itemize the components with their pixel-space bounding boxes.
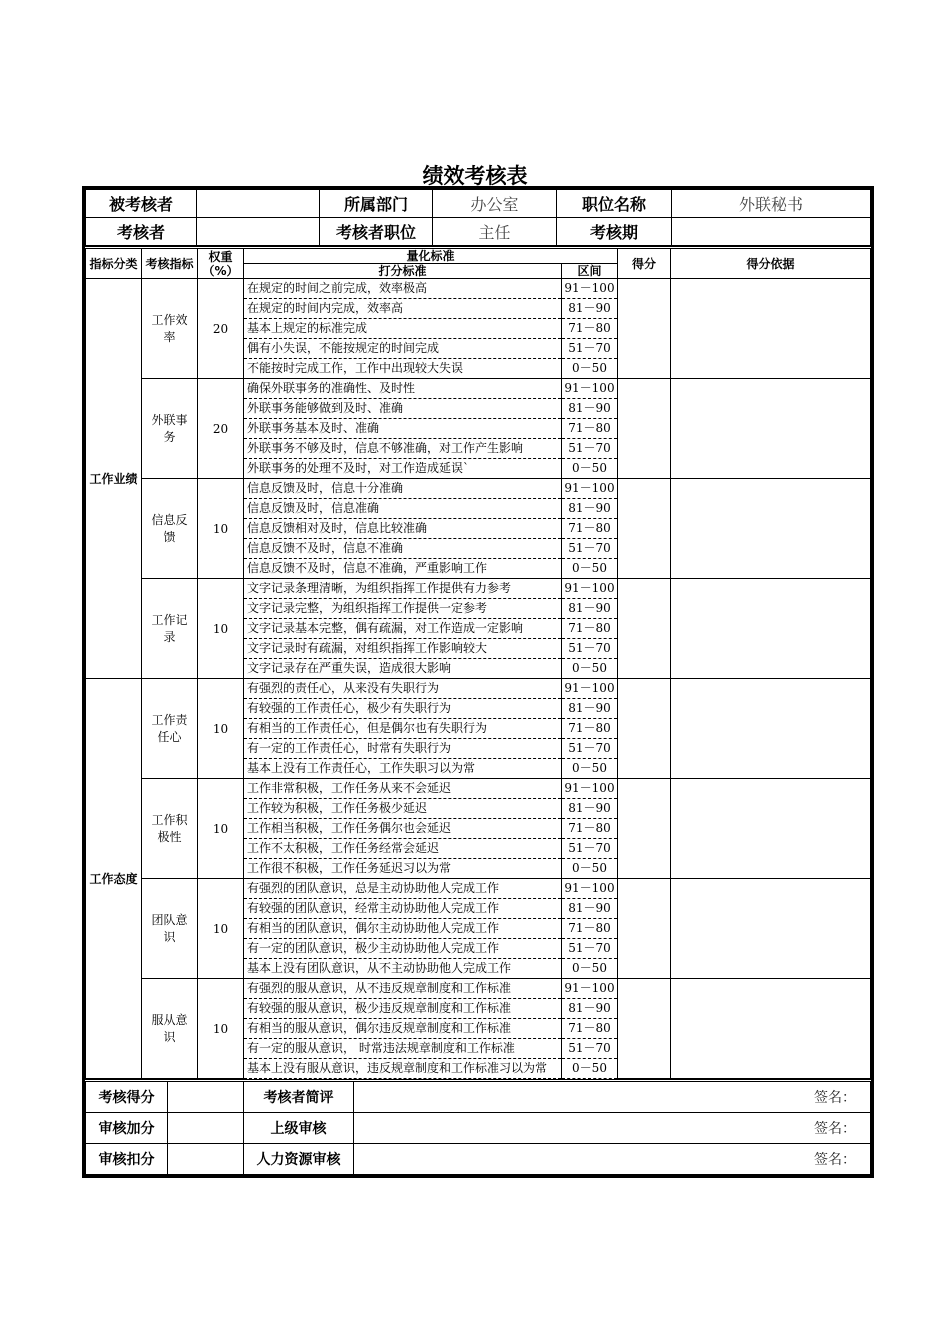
position-label: 职位名称 (557, 190, 672, 218)
range-cell: 81－90 (562, 799, 618, 819)
range-cell: 51－70 (562, 739, 618, 759)
range-cell: 81－90 (562, 399, 618, 419)
criterion-text: 有强烈的服从意识，从不违反规章制度和工作标准 (244, 979, 562, 999)
criterion-text: 有较强的服从意识，极少违反规章制度和工作标准 (244, 999, 562, 1019)
range-cell: 71－80 (562, 1019, 618, 1039)
range-cell: 0－50 (562, 459, 618, 479)
criteria-table (85, 246, 871, 1079)
period-label: 考核期 (557, 218, 672, 246)
criterion-text: 信息反馈不及时，信息不准确 (244, 539, 562, 559)
basis-field[interactable] (671, 479, 871, 579)
criterion-text: 有相当的工作责任心，但是偶尔也有失职行为 (244, 719, 562, 739)
weight-cell: 10 (198, 979, 244, 1079)
page-title: 绩效考核表 (422, 164, 528, 188)
range-cell: 0－50 (562, 559, 618, 579)
criterion-text: 在规定的时间内完成，效率高 (244, 299, 562, 319)
appraiser-position-label: 考核者职位 (320, 218, 433, 246)
footer-left-field[interactable] (168, 1113, 244, 1144)
indicator-cell: 外联事务 (142, 379, 198, 479)
col-quant: 量化标准 (244, 248, 618, 264)
col-criteria: 打分标准 (244, 264, 562, 279)
col-range: 区间 (562, 264, 618, 279)
criterion-text: 工作较为积极，工作任务极少延迟 (244, 799, 562, 819)
range-cell: 51－70 (562, 339, 618, 359)
range-cell: 81－90 (562, 699, 618, 719)
footer-mid-label: 考核者简评 (244, 1081, 354, 1113)
range-cell: 91－100 (562, 679, 618, 699)
basis-field[interactable] (671, 779, 871, 879)
range-cell: 81－90 (562, 999, 618, 1019)
range-cell: 51－70 (562, 639, 618, 659)
col-basis: 得分依据 (671, 248, 871, 279)
signature-field[interactable]: 签名： (354, 1081, 871, 1113)
range-cell: 0－50 (562, 959, 618, 979)
basis-field[interactable] (671, 679, 871, 779)
criterion-text: 信息反馈及时，信息十分准确 (244, 479, 562, 499)
range-cell: 81－90 (562, 499, 618, 519)
criterion-text: 工作很不积极，工作任务延迟习以为常 (244, 859, 562, 879)
col-indicator: 考核指标 (142, 248, 198, 279)
position-field[interactable]: 外联秘书 (672, 190, 871, 218)
range-cell: 51－70 (562, 839, 618, 859)
criterion-text: 基本上规定的标准完成 (244, 319, 562, 339)
criterion-text: 基本上没有工作责任心，工作失职习以为常 (244, 759, 562, 779)
indicator-cell: 信息反馈 (142, 479, 198, 579)
col-weight: 权重（%） (198, 248, 244, 279)
criteria-row (86, 779, 871, 799)
range-cell: 0－50 (562, 359, 618, 379)
criterion-text: 确保外联事务的准确性、及时性 (244, 379, 562, 399)
criterion-text: 信息反馈及时，信息准确 (244, 499, 562, 519)
score-field[interactable] (618, 879, 671, 979)
footer-left-field[interactable] (168, 1144, 244, 1175)
weight-cell: 10 (198, 879, 244, 979)
score-field[interactable] (618, 579, 671, 679)
score-field[interactable] (618, 779, 671, 879)
criterion-text: 基本上没有团队意识，从不主动协助他人完成工作 (244, 959, 562, 979)
criteria-row (86, 379, 871, 399)
appraiser-field[interactable] (197, 218, 320, 246)
criteria-row (86, 979, 871, 999)
range-cell: 91－100 (562, 879, 618, 899)
criterion-text: 不能按时完成工作，工作中出现较大失误 (244, 359, 562, 379)
range-cell: 51－70 (562, 1039, 618, 1059)
period-field[interactable] (672, 218, 871, 246)
score-field[interactable] (618, 379, 671, 479)
score-field[interactable] (618, 479, 671, 579)
footer-left-label: 审核加分 (86, 1113, 168, 1144)
appraiser-label: 考核者 (86, 218, 197, 246)
weight-cell: 20 (198, 279, 244, 379)
range-cell: 51－70 (562, 939, 618, 959)
criterion-text: 外联事务能够做到及时、准确 (244, 399, 562, 419)
appraisal-form (82, 186, 874, 1178)
criterion-text: 外联事务不够及时，信息不够准确，对工作产生影响 (244, 439, 562, 459)
weight-cell: 20 (198, 379, 244, 479)
footer-left-field[interactable] (168, 1081, 244, 1113)
dept-label: 所属部门 (320, 190, 433, 218)
basis-field[interactable] (671, 379, 871, 479)
range-cell: 0－50 (562, 659, 618, 679)
basis-field[interactable] (671, 979, 871, 1079)
category-cell: 工作态度 (86, 679, 142, 1079)
range-cell: 91－100 (562, 279, 618, 299)
indicator-cell: 工作记录 (142, 579, 198, 679)
range-cell: 71－80 (562, 419, 618, 439)
range-cell: 71－80 (562, 919, 618, 939)
range-cell: 91－100 (562, 579, 618, 599)
footer-mid-label: 上级审核 (244, 1113, 354, 1144)
criterion-text: 文字记录条理清晰，为组织指挥工作提供有力参考 (244, 579, 562, 599)
criterion-text: 外联事务的处理不及时，对工作造成延误` (244, 459, 562, 479)
criterion-text: 有强烈的责任心，从来没有失职行为 (244, 679, 562, 699)
range-cell: 0－50 (562, 759, 618, 779)
range-cell: 81－90 (562, 599, 618, 619)
range-cell: 81－90 (562, 299, 618, 319)
score-field[interactable] (618, 679, 671, 779)
range-cell: 71－80 (562, 719, 618, 739)
footer-row (86, 1081, 871, 1113)
category-cell: 工作业绩 (86, 279, 142, 679)
score-field[interactable] (618, 279, 671, 379)
range-cell: 81－90 (562, 899, 618, 919)
criterion-text: 有一定的工作责任心，时常有失职行为 (244, 739, 562, 759)
criteria-row (86, 279, 871, 299)
footer-left-label: 审核扣分 (86, 1144, 168, 1175)
basis-field[interactable] (671, 879, 871, 979)
range-cell: 71－80 (562, 519, 618, 539)
score-field[interactable] (618, 979, 671, 1079)
range-cell: 71－80 (562, 819, 618, 839)
range-cell: 91－100 (562, 979, 618, 999)
weight-cell: 10 (198, 679, 244, 779)
criterion-text: 有较强的工作责任心，极少有失职行为 (244, 699, 562, 719)
weight-cell: 10 (198, 579, 244, 679)
indicator-cell: 团队意识 (142, 879, 198, 979)
header-table (85, 189, 871, 246)
indicator-cell: 工作责任心 (142, 679, 198, 779)
criterion-text: 文字记录存在严重失误，造成很大影响 (244, 659, 562, 679)
criterion-text: 有相当的团队意识，偶尔主动协助他人完成工作 (244, 919, 562, 939)
criteria-row (86, 579, 871, 599)
criterion-text: 工作相当积极，工作任务偶尔也会延迟 (244, 819, 562, 839)
basis-field[interactable] (671, 279, 871, 379)
criteria-row (86, 879, 871, 899)
col-category: 指标分类 (86, 248, 142, 279)
criterion-text: 有相当的服从意识，偶尔违反规章制度和工作标准 (244, 1019, 562, 1039)
criterion-text: 有一定的服从意识， 时常违法规章制度和工作标准 (244, 1039, 562, 1059)
criterion-text: 偶有小失误，不能按规定的时间完成 (244, 339, 562, 359)
weight-cell: 10 (198, 479, 244, 579)
footer-row (86, 1113, 871, 1144)
weight-cell: 10 (198, 779, 244, 879)
range-cell: 91－100 (562, 379, 618, 399)
signature-field[interactable]: 签名： (354, 1144, 871, 1175)
criterion-text: 信息反馈不及时，信息不准确，严重影响工作 (244, 559, 562, 579)
footer-row (86, 1144, 871, 1175)
criterion-text: 在规定的时间之前完成，效率极高 (244, 279, 562, 299)
basis-field[interactable] (671, 579, 871, 679)
appraisee-label: 被考核者 (86, 190, 197, 218)
range-cell: 91－100 (562, 779, 618, 799)
range-cell: 0－50 (562, 859, 618, 879)
criterion-text: 工作不太积极，工作任务经常会延迟 (244, 839, 562, 859)
criterion-text: 有一定的团队意识，极少主动协助他人完成工作 (244, 939, 562, 959)
criterion-text: 文字记录完整，为组织指挥工作提供一定参考 (244, 599, 562, 619)
criterion-text: 文字记录时有疏漏，对组织指挥工作影响较大 (244, 639, 562, 659)
criterion-text: 基本上没有服从意识，违反规章制度和工作标准习以为常 (244, 1059, 562, 1079)
criterion-text: 工作非常积极，工作任务从来不会延迟 (244, 779, 562, 799)
col-score: 得分 (618, 248, 671, 279)
range-cell: 0－50 (562, 1059, 618, 1079)
appraisee-field[interactable] (197, 190, 320, 218)
signature-field[interactable]: 签名： (354, 1113, 871, 1144)
criterion-text: 信息反馈相对及时，信息比较准确 (244, 519, 562, 539)
criterion-text: 有较强的团队意识，经常主动协助他人完成工作 (244, 899, 562, 919)
indicator-cell: 服从意识 (142, 979, 198, 1079)
range-cell: 71－80 (562, 319, 618, 339)
criterion-text: 文字记录基本完整，偶有疏漏，对工作造成一定影响 (244, 619, 562, 639)
criteria-row (86, 479, 871, 499)
criteria-row (86, 679, 871, 699)
indicator-cell: 工作效率 (142, 279, 198, 379)
indicator-cell: 工作积极性 (142, 779, 198, 879)
range-cell: 91－100 (562, 479, 618, 499)
range-cell: 71－80 (562, 619, 618, 639)
range-cell: 51－70 (562, 439, 618, 459)
dept-field[interactable]: 办公室 (433, 190, 557, 218)
footer-table (85, 1079, 871, 1175)
range-cell: 51－70 (562, 539, 618, 559)
footer-left-label: 考核得分 (86, 1081, 168, 1113)
footer-mid-label: 人力资源审核 (244, 1144, 354, 1175)
appraiser-position-field[interactable]: 主任 (433, 218, 557, 246)
criterion-text: 外联事务基本及时、准确 (244, 419, 562, 439)
criterion-text: 有强烈的团队意识，总是主动协助他人完成工作 (244, 879, 562, 899)
